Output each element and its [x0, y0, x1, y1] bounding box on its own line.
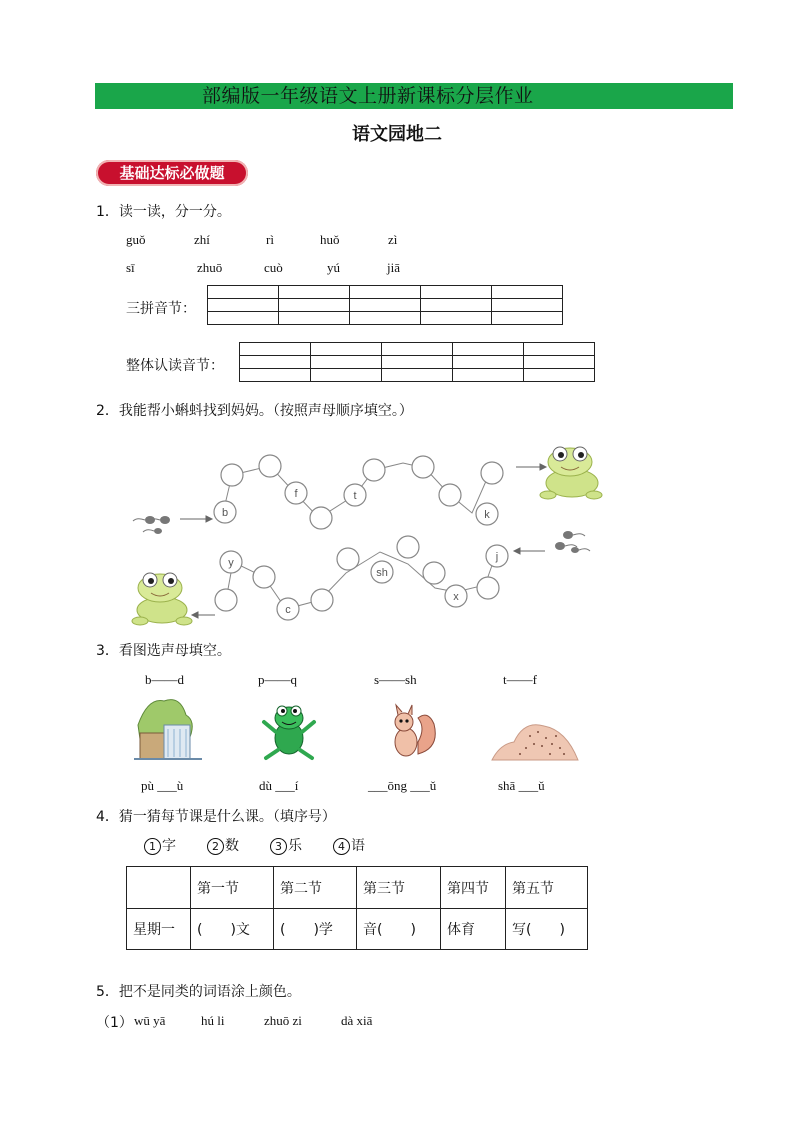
grid-cell[interactable] — [421, 286, 492, 299]
grid-cell[interactable] — [421, 299, 492, 312]
chain-circle[interactable] — [481, 462, 503, 484]
q3-pair-3: s——sh — [374, 672, 417, 687]
q3-pair-4: t——f — [503, 672, 537, 687]
table-cell: 体育 — [441, 909, 506, 950]
grid-cell[interactable] — [492, 312, 563, 325]
q1-py-2-1: sī — [126, 260, 135, 275]
series-banner — [95, 83, 733, 109]
grid-cell[interactable] — [524, 356, 595, 369]
chain-letter: k — [484, 509, 490, 521]
chain-circle[interactable] — [423, 562, 445, 584]
grid-cell[interactable] — [492, 299, 563, 312]
frog-icon — [132, 573, 192, 625]
chain-circle[interactable] — [397, 536, 419, 558]
q1-py-1-3: rì — [266, 232, 274, 247]
q1-py-2-3: cuò — [264, 260, 283, 275]
q1-writing-grid-a — [207, 285, 563, 325]
q4-prompt: 4．猜一猜每节课是什么课。（填序号） — [96, 809, 336, 825]
q3-prompt: 3．看图选声母填空。 — [96, 643, 231, 659]
grid-cell[interactable] — [350, 299, 421, 312]
tadpole-icon — [133, 516, 170, 534]
chain-letter: y — [228, 557, 234, 569]
chain-circle[interactable] — [310, 507, 332, 529]
chain-circle[interactable] — [253, 566, 275, 588]
q1-label-whole-syllable: 整体认读音节： — [126, 358, 224, 374]
chain-circle[interactable] — [337, 548, 359, 570]
tadpole-maze — [120, 440, 620, 630]
grid-cell[interactable] — [208, 286, 279, 299]
section-badge: 基础达标必做题 — [96, 160, 248, 186]
q5-prompt: 5．把不是同类的词语涂上颜色。 — [96, 984, 301, 1000]
grid-cell[interactable] — [311, 356, 382, 369]
chain-letter: b — [221, 507, 229, 519]
q1-label-three-part: 三拼音节： — [126, 301, 196, 317]
q4-schedule-table — [126, 866, 588, 950]
q1-py-1-2: zhí — [194, 232, 210, 247]
table-cell: 星期一 — [127, 909, 191, 950]
q2-prompt: 2．我能帮小蝌蚪找到妈妈。（按照声母顺序填空。） — [96, 403, 413, 419]
grid-cell[interactable] — [279, 286, 350, 299]
q1-writing-grid-b — [239, 342, 595, 382]
chain-letter: x — [453, 591, 459, 603]
chain-circle[interactable] — [221, 464, 243, 486]
chain-letter: j — [495, 551, 499, 563]
tadpole-icon — [555, 531, 590, 553]
grid-cell[interactable] — [279, 312, 350, 325]
grid-cell[interactable] — [240, 356, 311, 369]
table-cell[interactable]: ( )文 — [191, 909, 274, 950]
option-number: 3 — [270, 838, 287, 855]
q4-option-1 — [144, 835, 176, 855]
grid-cell[interactable] — [453, 369, 524, 382]
page-title: 语文园地二 — [352, 124, 442, 145]
chain-circle[interactable] — [477, 577, 499, 599]
table-cell[interactable]: 音( ) — [357, 909, 441, 950]
q3-answer-2[interactable]: dù ___í — [259, 778, 299, 793]
grid-cell[interactable] — [382, 369, 453, 382]
grid-cell[interactable] — [453, 343, 524, 356]
option-number: 2 — [207, 838, 224, 855]
grid-cell[interactable] — [240, 343, 311, 356]
option-number: 1 — [144, 838, 161, 855]
chain-circle[interactable] — [311, 589, 333, 611]
table-header-cell: 第二节 — [274, 867, 357, 909]
q4-option-2 — [207, 835, 239, 855]
q3-answer-3[interactable]: ___ōng ___ǔ — [368, 778, 437, 793]
q1-py-2-2: zhuō — [197, 260, 223, 275]
q1-py-2-4: yú — [327, 260, 340, 275]
grid-cell[interactable] — [350, 312, 421, 325]
grid-cell[interactable] — [240, 369, 311, 382]
grid-cell[interactable] — [208, 312, 279, 325]
waterfall-icon — [130, 695, 206, 765]
banner-text: 部编版一年级语文上册新课标分层作业 — [202, 85, 534, 107]
table-cell[interactable]: ( )学 — [274, 909, 357, 950]
frog-icon — [540, 447, 602, 499]
chain-letter: sh — [376, 567, 388, 579]
grid-cell[interactable] — [421, 312, 492, 325]
q4-option-4 — [333, 835, 365, 855]
grid-cell[interactable] — [382, 356, 453, 369]
option-number: 4 — [333, 838, 350, 855]
q1-py-1-5: zì — [388, 232, 398, 247]
squirrel-icon — [384, 702, 440, 762]
q1-py-1-1: guǒ — [126, 232, 146, 247]
option-text: 数 — [225, 838, 239, 854]
option-text: 乐 — [288, 838, 302, 854]
grid-cell[interactable] — [492, 286, 563, 299]
q4-option-3 — [270, 835, 302, 855]
table-header-cell: 第一节 — [191, 867, 274, 909]
chain-letter: c — [285, 604, 291, 616]
q1-prompt: 1．读一读，分一分。 — [96, 204, 231, 220]
grid-cell[interactable] — [279, 299, 350, 312]
sand-pile-icon — [490, 712, 580, 764]
frog-icon — [258, 702, 320, 762]
grid-cell[interactable] — [311, 343, 382, 356]
q3-pair-2: p——q — [258, 672, 297, 687]
q5-word-3[interactable]: zhuō zi — [264, 1013, 302, 1028]
table-header-cell: 第三节 — [357, 867, 441, 909]
grid-cell[interactable] — [524, 343, 595, 356]
grid-cell[interactable] — [350, 286, 421, 299]
q5-word-2[interactable]: hú li — [201, 1013, 225, 1028]
option-text: 语 — [351, 838, 365, 854]
q5-item-number: （1） — [96, 1015, 133, 1031]
q5-word-4[interactable]: dà xiā — [341, 1013, 373, 1028]
chain-circle[interactable] — [412, 456, 434, 478]
table-cell[interactable]: 写( ) — [506, 909, 588, 950]
table-header-cell — [127, 867, 191, 909]
chain-circle[interactable] — [259, 455, 281, 477]
chain-circle[interactable] — [215, 589, 237, 611]
table-header-cell: 第五节 — [506, 867, 588, 909]
chain-letter: f — [294, 488, 298, 500]
grid-cell[interactable] — [382, 343, 453, 356]
option-text: 字 — [162, 838, 176, 854]
q1-py-1-4: huǒ — [320, 232, 340, 247]
chain-circle[interactable] — [439, 484, 461, 506]
grid-cell[interactable] — [524, 369, 595, 382]
table-header-cell: 第四节 — [441, 867, 506, 909]
q3-pair-1: b——d — [145, 672, 184, 687]
q3-answer-1[interactable]: pù ___ù — [141, 778, 184, 793]
chain-circle[interactable] — [363, 459, 385, 481]
q5-word-1[interactable]: wū yā — [134, 1013, 166, 1028]
q3-answer-4[interactable]: shā ___ǔ — [498, 778, 545, 793]
grid-cell[interactable] — [208, 299, 279, 312]
q1-py-2-5: jiā — [387, 260, 400, 275]
chain-letter: t — [353, 490, 357, 502]
grid-cell[interactable] — [311, 369, 382, 382]
grid-cell[interactable] — [453, 356, 524, 369]
